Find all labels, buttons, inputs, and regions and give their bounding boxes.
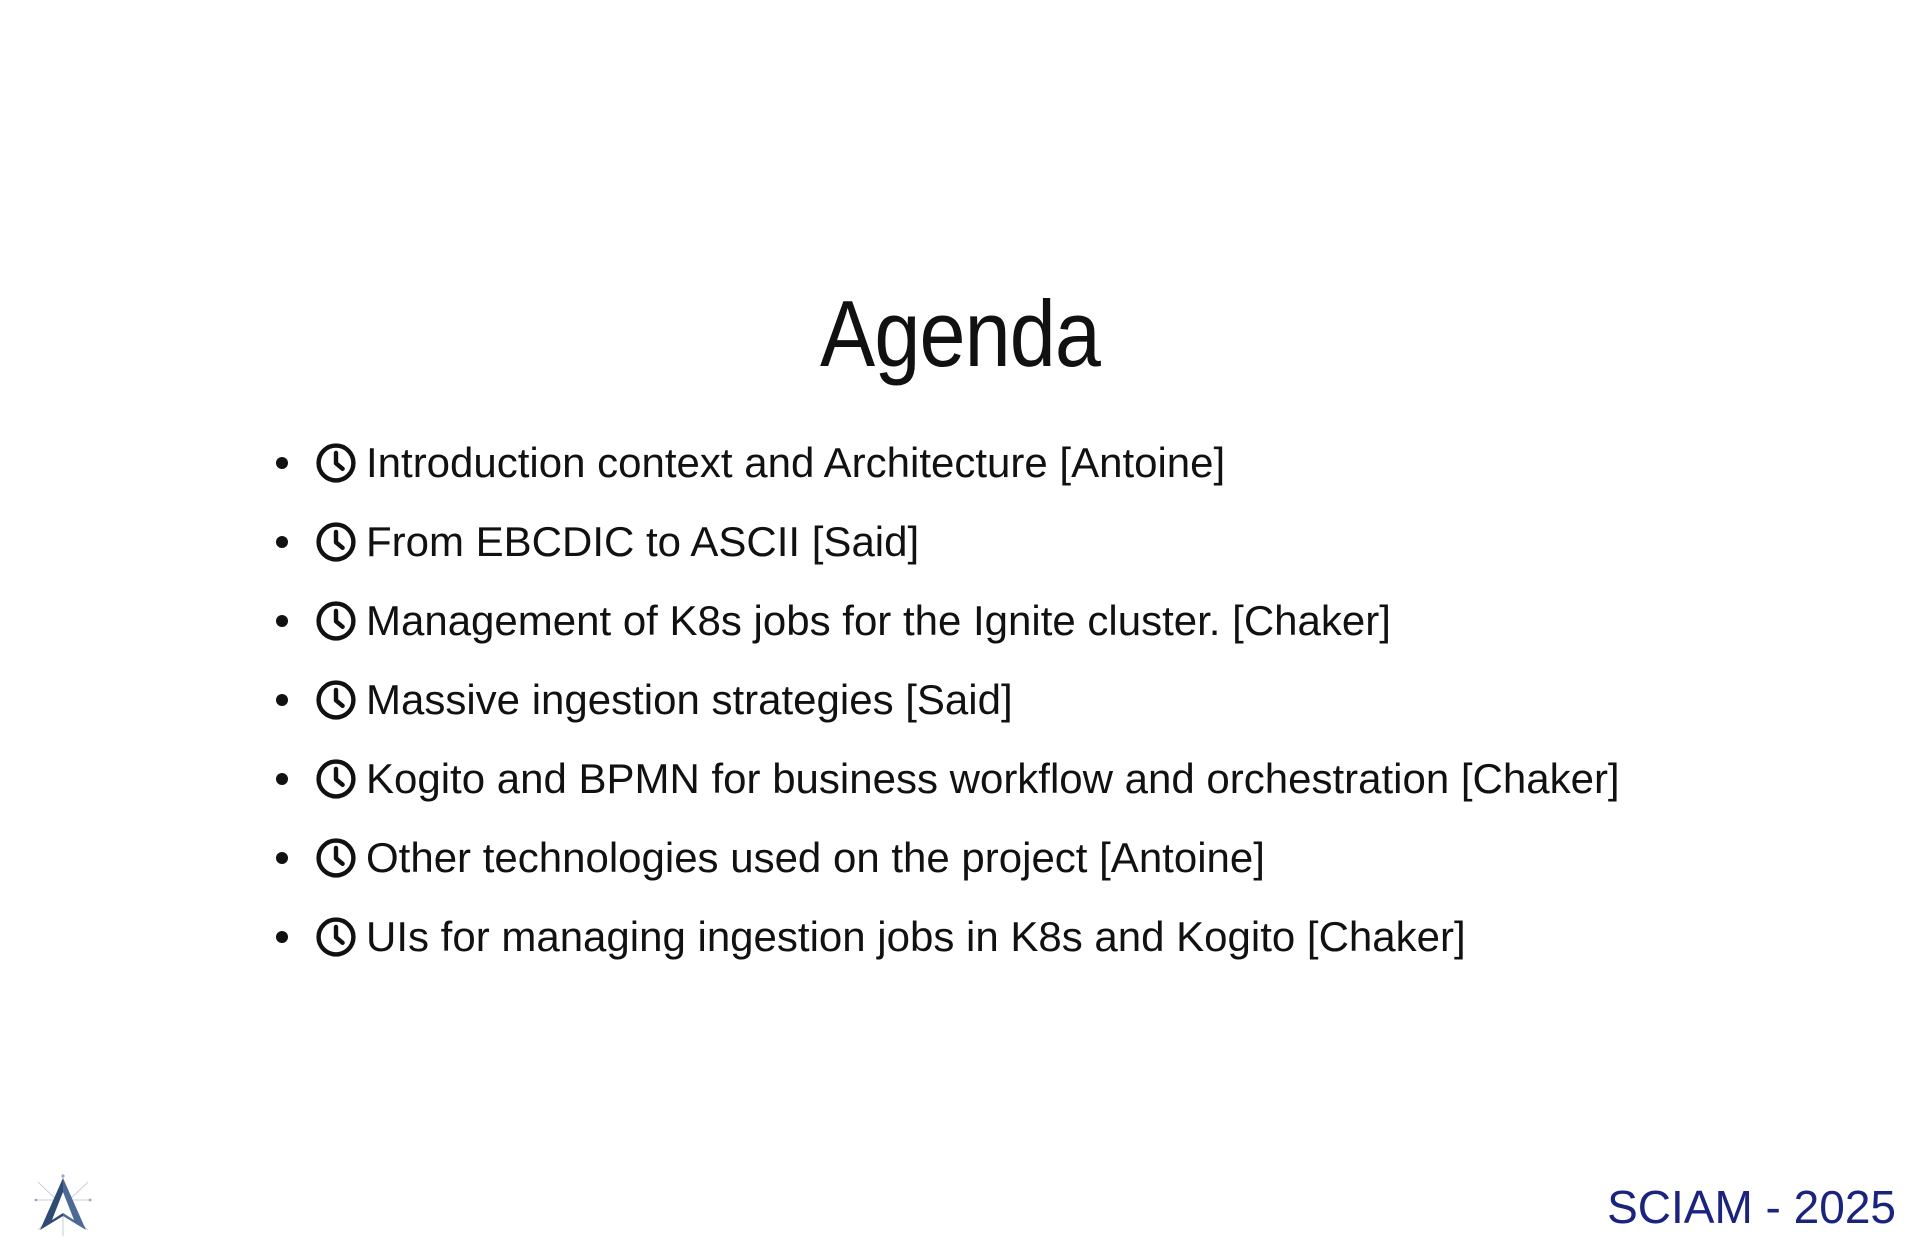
agenda-item	[276, 660, 1620, 739]
agenda-item	[276, 581, 1620, 660]
agenda-item	[276, 423, 1620, 502]
triangle-a-logo-icon	[28, 1170, 98, 1240]
agenda-item-label: UIs for managing ingestion jobs in K8s and Kogito [Chaker]	[366, 912, 1466, 960]
agenda-item	[276, 739, 1620, 818]
agenda-item-label: Massive ingestion strategies [Said]	[366, 675, 1013, 723]
slide-title: Agenda	[820, 281, 1100, 386]
bullet-icon	[276, 615, 288, 627]
bullet-icon	[276, 536, 288, 548]
agenda-item	[276, 502, 1620, 581]
clock-icon	[314, 678, 358, 722]
agenda-item-label: Kogito and BPMN for business workflow and orchestration [Chaker]	[366, 754, 1620, 802]
clock-icon	[314, 915, 358, 959]
agenda-item-label: Introduction context and Architecture [Antoine]	[366, 438, 1226, 486]
agenda-item-label: Management of K8s jobs for the Ignite cluster. [Chaker]	[366, 596, 1391, 644]
agenda-item-label: Other technologies used on the project [Antoine]	[366, 833, 1265, 881]
agenda-item-label: From EBCDIC to ASCII [Said]	[366, 517, 920, 565]
clock-icon	[314, 757, 358, 801]
clock-icon	[314, 599, 358, 643]
bullet-icon	[276, 773, 288, 785]
footer-label: SCIAM - 2025	[1607, 1181, 1896, 1233]
clock-icon	[314, 836, 358, 880]
bullet-icon	[276, 694, 288, 706]
bullet-icon	[276, 852, 288, 864]
agenda-item	[276, 897, 1620, 976]
clock-icon	[314, 520, 358, 564]
clock-icon	[314, 441, 358, 485]
bullet-icon	[276, 457, 288, 469]
bullet-icon	[276, 931, 288, 943]
agenda-item	[276, 818, 1620, 897]
agenda-list	[276, 423, 1620, 976]
